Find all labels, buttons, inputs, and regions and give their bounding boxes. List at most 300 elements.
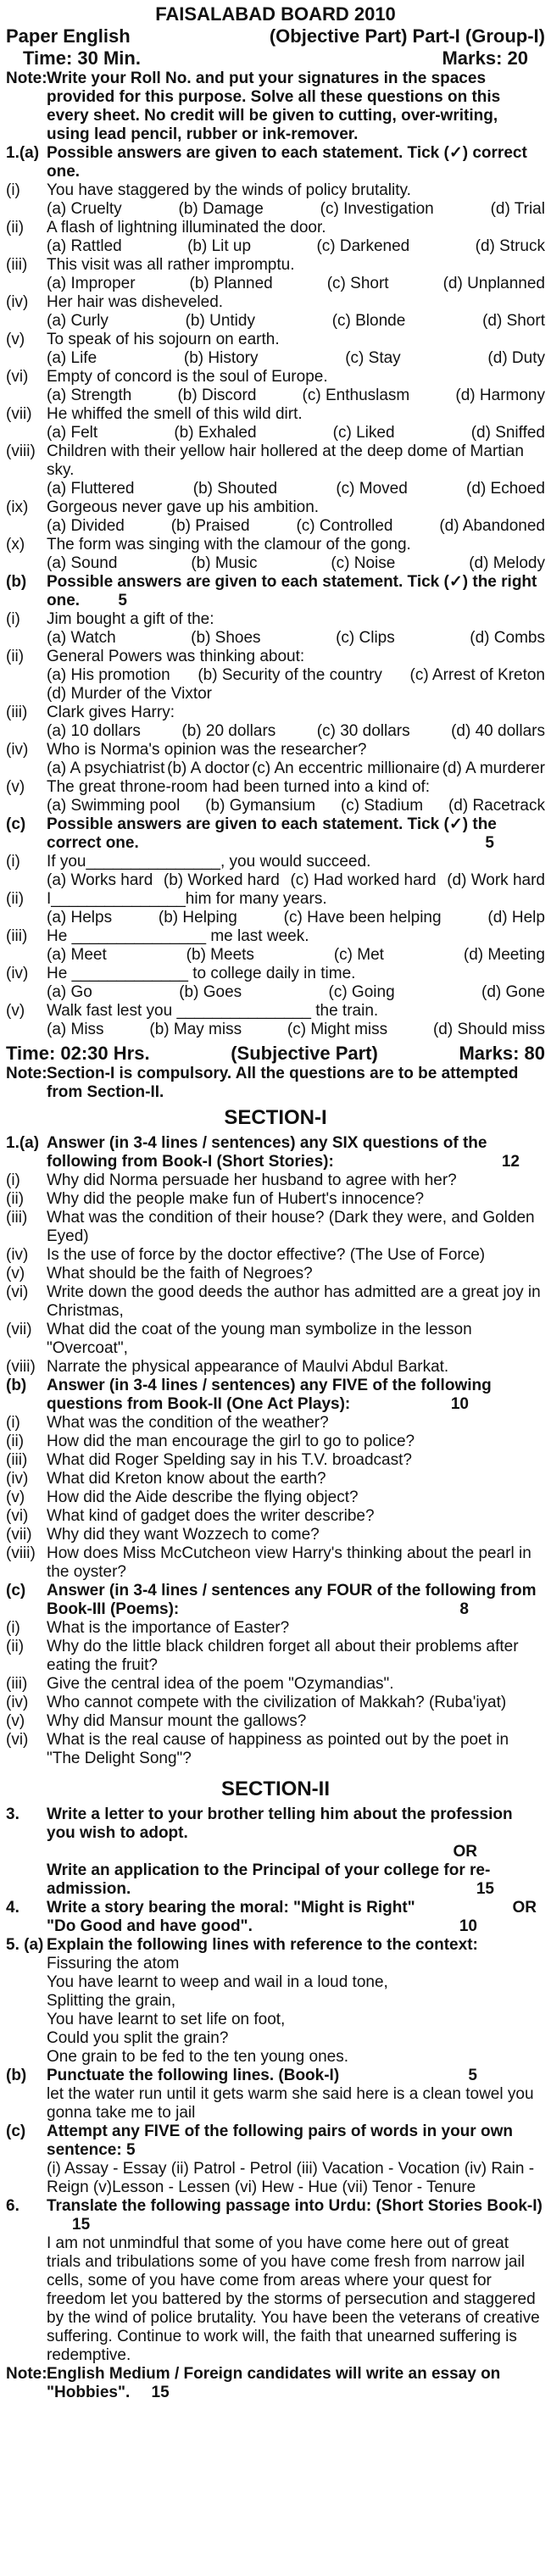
q6-instruction: Translate the following passage into Urdu: (Short Stories Book-I) 15 xyxy=(47,2197,543,2234)
item-number: (i) xyxy=(6,1619,20,1637)
option[interactable]: (d) Sniffed xyxy=(470,424,545,442)
option[interactable]: (c) Clips xyxy=(336,629,395,647)
options xyxy=(47,349,545,368)
item-text: How did the Aide describe the flying object? xyxy=(47,1488,359,1506)
option[interactable]: (b) Security of the country xyxy=(198,666,382,684)
q-number: 6. xyxy=(6,2197,19,2215)
item-number: (v) xyxy=(6,331,25,348)
note-text: English Medium / Foreign candidates will write an essay on "Hobbies". xyxy=(47,2365,501,2401)
question-item xyxy=(6,1712,545,1731)
option[interactable]: (a) Cruelty xyxy=(47,200,122,218)
option[interactable]: (a) Helps xyxy=(47,909,113,926)
q3-or: OR xyxy=(453,1843,477,1861)
q5c-text: (i) Assay - Essay (ii) Patrol - Petrol (iii) Vacation - Vocation (iv) Rain -Reign (v)Lesson - Lessen (vi) Hew - Hue (vii) Tenor - Tenure xyxy=(47,2160,535,2196)
options xyxy=(47,312,545,331)
mcq-item xyxy=(6,927,545,965)
question-item xyxy=(6,1321,545,1358)
options xyxy=(47,480,545,498)
option[interactable]: (c) Enthuslasm xyxy=(302,387,410,404)
mcq-item xyxy=(6,368,545,405)
q-number: 1.(a) xyxy=(6,144,40,162)
item-number: (iv) xyxy=(6,1470,29,1488)
q5b-text: let the water run until it gets warm she said here is a clean towel you gonna take me to jail xyxy=(47,2085,534,2122)
item-text: Why did the people make fun of Hubert's innocence? xyxy=(47,1190,425,1208)
item-text: Give the central idea of the poem "Ozymandias". xyxy=(47,1675,394,1693)
item-number: (iii) xyxy=(6,704,28,721)
question-item xyxy=(6,1283,545,1321)
option[interactable]: (b) 20 dollars xyxy=(181,722,276,740)
option[interactable]: (a) Curly xyxy=(47,312,109,330)
item-text: What did Kreton know about the earth? xyxy=(47,1470,326,1488)
option[interactable]: (a) Strength xyxy=(47,387,132,404)
q-marks: 10 xyxy=(450,1395,469,1413)
item-number: (viii) xyxy=(6,1544,36,1562)
q1c-heading xyxy=(6,815,545,853)
time-allowed: Time: 30 Min. xyxy=(23,47,141,69)
item-number: (ii) xyxy=(6,890,25,908)
mcq-item xyxy=(6,181,545,219)
poem-line: One grain to be fed to the ten young ones. xyxy=(47,2048,348,2066)
item-number: (iv) xyxy=(6,293,29,311)
q-marks: 8 xyxy=(459,1600,469,1618)
item-stem: I_______________him for many years. xyxy=(47,890,327,908)
q4-or: OR xyxy=(512,1899,537,1917)
q-marks: 5 xyxy=(468,2067,477,2084)
q-number: (c) xyxy=(6,1582,26,1600)
item-stem: Her hair was disheveled. xyxy=(47,293,224,311)
q1a-list xyxy=(6,181,545,573)
item-number: (ix) xyxy=(6,498,29,516)
mcq-item xyxy=(6,442,545,498)
options xyxy=(47,1021,545,1039)
item-text: Narrate the physical appearance of Maulvi Abdul Barkat. xyxy=(47,1358,449,1376)
item-text: Write down the good deeds the author has admitted are a great joy in Christmas, xyxy=(47,1283,541,1320)
q5b xyxy=(6,2067,545,2123)
option[interactable]: (c) Liked xyxy=(332,424,395,442)
item-number: (iv) xyxy=(6,1694,29,1711)
item-text: How did the man encourage the girl to go to police? xyxy=(47,1433,415,1450)
s1-qc-list xyxy=(6,1619,545,1768)
item-stem: A flash of lightning illuminated the door. xyxy=(47,219,326,236)
option[interactable]: (b) Shouted xyxy=(192,480,278,498)
item-number: (vi) xyxy=(6,1283,29,1301)
option[interactable]: (c) Met xyxy=(333,946,384,964)
option[interactable]: (a) Divided xyxy=(47,517,125,535)
options xyxy=(47,387,545,405)
option[interactable]: (b) Discord xyxy=(177,387,257,404)
option[interactable]: (d) A murderer xyxy=(442,759,545,777)
mcq-item xyxy=(6,405,545,442)
question-item xyxy=(6,1619,545,1638)
q-instruction: Answer (in 3-4 lines / sentences) any SIX questions of the following from Book-I (Short Stories): 12 xyxy=(47,1134,520,1171)
item-number: (viii) xyxy=(6,1358,36,1376)
item-number: (viii) xyxy=(6,442,36,460)
item-stem: He whiffed the smell of this wild dirt. xyxy=(47,405,303,423)
option[interactable]: (b) Untidy xyxy=(185,312,255,330)
question-item xyxy=(6,1507,545,1526)
q-instruction: Answer (in 3-4 lines / sentences any FOUR of the following from Book-III (Poems): 8 xyxy=(47,1582,537,1618)
option[interactable]: (c) Stay xyxy=(345,349,401,367)
option[interactable]: (b) Praised xyxy=(170,517,250,535)
item-number: (vii) xyxy=(6,1321,32,1338)
option[interactable]: (a) Swimming pool xyxy=(47,797,181,815)
item-text: Who cannot compete with the civilization of Makkah? (Ruba'iyat) xyxy=(47,1694,507,1711)
q6 xyxy=(6,2197,545,2365)
q-marks: 15 xyxy=(151,2384,170,2401)
q6-passage: I am not unmindful that some of you have come here out of great trials and tribulations some of you have come fresh from narrow jail cells, some of you have come from areas where your quest for freedom let you battered by the storms of persecution and staggered by the wind of police brutality. You have been the veterans of creative suffering. Continue to work will, the faith that unearned suffering is redemptive. xyxy=(47,2234,540,2364)
question-item xyxy=(6,1526,545,1544)
option[interactable]: (d) Harmony xyxy=(455,387,545,404)
option[interactable]: (c) Had worked hard xyxy=(290,871,437,889)
item-number: (i) xyxy=(6,1171,20,1189)
item-number: (ii) xyxy=(6,1638,25,1655)
option[interactable]: (b) History xyxy=(183,349,259,367)
q1b-heading xyxy=(6,573,545,610)
question-item xyxy=(6,1246,545,1265)
q-number: 5. (a) xyxy=(6,1936,44,1954)
q5b-instruction: Punctuate the following lines. (Book-I) 5 xyxy=(47,2067,477,2084)
item-number: (i) xyxy=(6,853,20,871)
s1-q1-list xyxy=(6,1171,545,1377)
options xyxy=(47,946,545,965)
option[interactable]: (d) Combs xyxy=(470,629,545,647)
q-marks: 15 xyxy=(72,2216,91,2234)
option[interactable]: (c) Blonde xyxy=(331,312,406,330)
item-stem: Children with their yellow hair hollered at the deep dome of Martian sky. xyxy=(47,442,524,479)
question-item xyxy=(6,1190,545,1209)
option[interactable]: (b) Exhaled xyxy=(174,424,257,442)
option[interactable]: (a) Works hard xyxy=(47,871,153,889)
option[interactable]: (a) Improper xyxy=(47,275,136,292)
item-stem: He _______________ me last week. xyxy=(47,927,309,945)
item-number: (v) xyxy=(6,1265,25,1282)
question-item xyxy=(6,1544,545,1582)
item-number: (iii) xyxy=(6,1675,28,1693)
option[interactable]: (b) Goes xyxy=(179,983,242,1001)
item-text: Is the use of force by the doctor effective? (The Use of Force) xyxy=(47,1246,486,1264)
options xyxy=(47,983,545,1002)
q-marks: 12 xyxy=(501,1153,520,1171)
item-number: (vii) xyxy=(6,1526,32,1544)
q5a-instruction: Explain the following lines with reference to the context: xyxy=(47,1936,478,1954)
section1-title: SECTION-I xyxy=(224,1106,327,1129)
item-text: What is the real cause of happiness as pointed out by the poet in "The Delight Song"? xyxy=(47,1731,509,1767)
item-text: Why do the little black children forget all about their problems after eating the fruit? xyxy=(47,1638,519,1674)
q-number: (b) xyxy=(6,2067,27,2084)
item-number: (iv) xyxy=(6,1246,29,1264)
q-marks: 10 xyxy=(459,1917,477,1935)
note-label: Note: xyxy=(6,2365,47,2383)
option[interactable]: (a) Life xyxy=(47,349,97,367)
item-number: (v) xyxy=(6,1488,25,1506)
question-item xyxy=(6,1638,545,1675)
options xyxy=(47,797,545,815)
paper-name: Paper English xyxy=(6,25,131,47)
item-stem: You have staggered by the winds of policy brutality. xyxy=(47,181,411,199)
time-row xyxy=(6,47,545,70)
option[interactable]: (d) Trial xyxy=(490,200,545,218)
item-stem: Empty of concord is the soul of Europe. xyxy=(47,368,328,386)
item-number: (v) xyxy=(6,1712,25,1730)
option[interactable]: (c) Might miss xyxy=(287,1021,388,1038)
item-stem: If you_______________, you would succeed. xyxy=(47,853,371,871)
question-item xyxy=(6,1694,545,1712)
poem-line: Could you split the grain? xyxy=(47,2029,229,2047)
item-number: (x) xyxy=(6,536,25,554)
question-item xyxy=(6,1414,545,1433)
mcq-item xyxy=(6,498,545,536)
option[interactable]: (a) Watch xyxy=(47,629,116,647)
option[interactable]: (b) Lit up xyxy=(187,237,252,255)
option[interactable]: (c) Controlled xyxy=(296,517,393,535)
item-number: (iv) xyxy=(6,741,29,759)
paper-row xyxy=(6,25,545,47)
mcq-item xyxy=(6,648,545,704)
item-text: What did Roger Spelding say in his T.V. broadcast? xyxy=(47,1451,412,1469)
item-number: (iii) xyxy=(6,1209,28,1227)
option[interactable]: (b) A doctor xyxy=(167,759,250,777)
options xyxy=(47,237,545,256)
option[interactable]: (b) Gymansium xyxy=(205,797,316,815)
question-item xyxy=(6,1358,545,1377)
option[interactable]: (d) Meeting xyxy=(463,946,545,964)
option[interactable]: (a) Felt xyxy=(47,424,98,442)
item-text: Why did Norma persuade her husband to agree with her? xyxy=(47,1171,457,1189)
item-stem: He _____________ to college daily in time. xyxy=(47,965,356,982)
board-title: FAISALABAD BOARD 2010 xyxy=(155,3,396,25)
q-marks: 5 xyxy=(485,834,494,852)
item-number: (ii) xyxy=(6,1433,25,1450)
q5a xyxy=(6,1936,545,2067)
item-stem: Who is Norma's opinion was the researcher? xyxy=(47,741,367,759)
option[interactable]: (d) Should miss xyxy=(432,1021,545,1038)
item-number: (ii) xyxy=(6,219,25,236)
option[interactable]: (a) Miss xyxy=(47,1021,104,1038)
option[interactable]: (d) Echoed xyxy=(466,480,545,498)
subjective-time: Time: 02:30 Hrs. xyxy=(6,1043,150,1064)
item-text: What was the condition of their house? (Dark they were, and Golden Eyed) xyxy=(47,1209,535,1245)
q4-story2: "Do Good and have good". 10 xyxy=(47,1917,477,1935)
q-instruction: Answer (in 3-4 lines / sentences) any FIVE of the following questions from Book-II (One Act Plays): 10 xyxy=(47,1377,492,1413)
options xyxy=(47,275,545,293)
q-number: (c) xyxy=(6,2123,26,2140)
option[interactable]: (d) 40 dollars xyxy=(451,722,545,740)
option[interactable]: (d) Short xyxy=(482,312,545,330)
q-instruction: Possible answers are given to each statement. Tick (✓) correct one. xyxy=(47,144,527,181)
option[interactable]: (d) Struck xyxy=(475,237,545,255)
q4-story: Write a story bearing the moral: "Might is Right" OR xyxy=(47,1899,537,1917)
mcq-item xyxy=(6,219,545,256)
option[interactable]: (a) His promotion xyxy=(47,666,170,684)
option[interactable]: (c) Going xyxy=(328,983,395,1001)
option[interactable]: (c) Moved xyxy=(336,480,408,498)
mcq-item xyxy=(6,890,545,927)
option[interactable]: (b) Music xyxy=(191,554,258,572)
option[interactable]: (d) Unplanned xyxy=(442,275,545,292)
poem-line: You have learnt to weep and wail in a loud tone, xyxy=(47,1973,388,1991)
item-number: (vii) xyxy=(6,405,32,423)
mcq-item xyxy=(6,853,545,890)
option[interactable]: (c) Noise xyxy=(331,554,396,572)
paper-part: (Objective Part) Part-I (Group-I) xyxy=(269,25,545,47)
question-item xyxy=(6,1433,545,1451)
option[interactable]: (b) May miss xyxy=(149,1021,242,1038)
question-item xyxy=(6,1470,545,1488)
subjective-row xyxy=(6,1043,545,1065)
question-item xyxy=(6,1451,545,1470)
section2-title: SECTION-II xyxy=(220,1778,330,1800)
q5c xyxy=(6,2123,545,2197)
item-number: (iv) xyxy=(6,965,29,982)
option[interactable]: (b) Helping xyxy=(158,909,237,926)
q-marks: 5 xyxy=(118,592,127,609)
question-item xyxy=(6,1171,545,1190)
option[interactable]: (d) Abandoned xyxy=(439,517,545,535)
item-text: Why did Mansur mount the gallows? xyxy=(47,1712,307,1730)
mcq-item xyxy=(6,741,545,778)
option[interactable]: (a) 10 dollars xyxy=(47,722,141,740)
item-number: (i) xyxy=(6,181,20,199)
option[interactable]: (c) Arrest of Kreton xyxy=(409,666,545,684)
q5c-instruction: Attempt any FIVE of the following pairs of words in your own sentence: 5 xyxy=(47,2123,513,2159)
option[interactable]: (d) Racetrack xyxy=(448,797,545,815)
option[interactable]: (c) An eccentric millionaire xyxy=(252,759,440,777)
subjective-part: (Subjective Part) xyxy=(231,1043,378,1064)
item-stem: Jim bought a gift of the: xyxy=(47,610,214,628)
q-marks: 5 xyxy=(125,2141,136,2159)
option[interactable]: (b) Damage xyxy=(178,200,264,218)
option[interactable]: (b) Worked hard xyxy=(163,871,280,889)
option[interactable]: (c) Short xyxy=(326,275,389,292)
q-number: 3. xyxy=(6,1805,19,1823)
options xyxy=(47,554,545,573)
poem-line: You have learnt to set life on foot, xyxy=(47,2011,286,2028)
option[interactable]: (b) Meets xyxy=(186,946,254,964)
s1-qc-heading xyxy=(6,1582,545,1619)
q1c-list xyxy=(6,853,545,1039)
q1b-list xyxy=(6,610,545,815)
option[interactable]: (d) Gone xyxy=(481,983,545,1001)
q-instruction: Possible answers are given to each statement. Tick (✓) the correct one. 5 xyxy=(47,815,497,852)
note-block xyxy=(6,70,545,144)
item-number: (vi) xyxy=(6,368,29,386)
question-item xyxy=(6,1488,545,1507)
option[interactable]: (a) A psychiatrist xyxy=(47,759,165,777)
item-stem: To speak of his sojourn on earth. xyxy=(47,331,280,348)
total-marks: Marks: 20 xyxy=(442,47,528,69)
item-number: (iii) xyxy=(6,1451,28,1469)
option[interactable]: (d) Help xyxy=(487,909,545,926)
option[interactable]: (a) Go xyxy=(47,983,92,1001)
question-item xyxy=(6,1209,545,1246)
q-marks: 15 xyxy=(476,1880,494,1898)
s1-qb-heading xyxy=(6,1377,545,1414)
item-text: What did the coat of the young man symbolize in the lesson "Overcoat", xyxy=(47,1321,472,1357)
options xyxy=(47,722,545,741)
option[interactable]: (b) Planned xyxy=(189,275,273,292)
mcq-item xyxy=(6,1002,545,1039)
options xyxy=(47,666,545,704)
item-number: (ii) xyxy=(6,648,25,665)
poem-line: Fissuring the atom xyxy=(47,1955,180,1972)
q-number: 1.(a) xyxy=(6,1134,40,1152)
option[interactable]: (c) Darkened xyxy=(316,237,410,255)
note-text: Write your Roll No. and put your signatures in the spaces provided for this purpose. Solve all these questions on this every sheet. No credit will be given to cutting, over-writing, using lead pencil, rubber or ink-remover. xyxy=(47,70,501,143)
q4 xyxy=(6,1899,545,1936)
q5a-lines xyxy=(47,1955,545,2067)
item-text: Why did they want Wozzech to come? xyxy=(47,1526,320,1544)
options xyxy=(47,759,545,778)
item-text: What should be the faith of Negroes? xyxy=(47,1265,313,1282)
item-number: (v) xyxy=(6,1002,25,1020)
item-text: What is the importance of Easter? xyxy=(47,1619,290,1637)
options xyxy=(47,424,545,442)
item-number: (iii) xyxy=(6,256,28,274)
note-label: Note: xyxy=(6,70,47,87)
q-number: (b) xyxy=(6,573,27,591)
option[interactable]: (c) Stadium xyxy=(340,797,424,815)
q1a-heading xyxy=(6,144,545,181)
options xyxy=(47,871,545,890)
item-number: (i) xyxy=(6,610,20,628)
mcq-item xyxy=(6,331,545,368)
item-stem: Gorgeous never gave up his ambition. xyxy=(47,498,320,516)
item-stem: Walk fast lest you _______________ the train. xyxy=(47,1002,379,1020)
options xyxy=(47,517,545,536)
s1-q1-heading xyxy=(6,1134,545,1171)
option[interactable]: (a) Sound xyxy=(47,554,118,572)
option[interactable]: (b) Shoes xyxy=(191,629,261,647)
question-item xyxy=(6,1265,545,1283)
mcq-item xyxy=(6,965,545,1002)
item-number: (vi) xyxy=(6,1731,29,1749)
subjective-marks: Marks: 80 xyxy=(459,1043,545,1064)
options xyxy=(47,200,545,219)
item-stem: This visit was all rather impromptu. xyxy=(47,256,295,274)
option[interactable]: (d) Duty xyxy=(487,349,545,367)
options xyxy=(47,629,545,648)
mcq-item xyxy=(6,610,545,648)
q-number: 4. xyxy=(6,1899,19,1917)
question-item xyxy=(6,1675,545,1694)
item-stem: Clark gives Harry: xyxy=(47,704,175,721)
mcq-item xyxy=(6,704,545,741)
option[interactable]: (d) Murder of the Vixtor xyxy=(47,685,213,703)
mcq-item xyxy=(6,256,545,293)
q3-letter: Write a letter to your brother telling him about the profession you wish to adopt. xyxy=(47,1805,513,1842)
question-item xyxy=(6,1731,545,1768)
s1-qb-list xyxy=(6,1414,545,1582)
item-text: What kind of gadget does the writer describe? xyxy=(47,1507,375,1525)
note-text: Section-I is compulsory. All the questions are to be attempted from Section-II. xyxy=(47,1065,519,1101)
q-number: (c) xyxy=(6,815,26,833)
option[interactable]: (a) Fluttered xyxy=(47,480,135,498)
mcq-item xyxy=(6,778,545,815)
item-stem: The great throne-room had been turned into a kind of: xyxy=(47,778,431,796)
item-stem: General Powers was thinking about: xyxy=(47,648,305,665)
option[interactable]: (a) Rattled xyxy=(47,237,122,255)
option[interactable]: (d) Work hard xyxy=(447,871,545,889)
option[interactable]: (d) Melody xyxy=(469,554,545,572)
option[interactable]: (c) Investigation xyxy=(320,200,434,218)
option[interactable]: (a) Meet xyxy=(47,946,107,964)
mcq-item xyxy=(6,536,545,573)
subjective-note xyxy=(6,1065,545,1102)
item-number: (vi) xyxy=(6,1507,29,1525)
final-note xyxy=(6,2365,545,2402)
option[interactable]: (c) Have been helping xyxy=(283,909,442,926)
option[interactable]: (c) 30 dollars xyxy=(316,722,410,740)
